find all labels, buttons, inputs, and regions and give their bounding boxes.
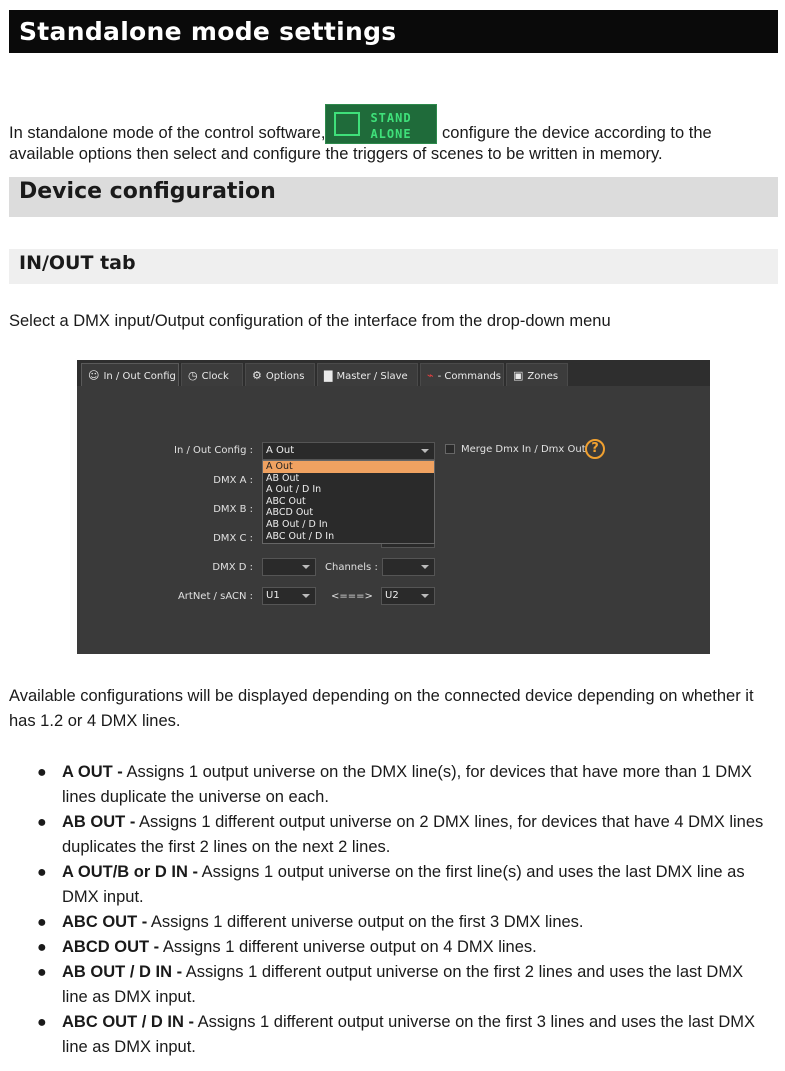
- universe-2-select[interactable]: U2: [381, 587, 435, 605]
- list-item: ● A OUT - Assigns 1 output universe on the DMX line(s), for devices that have more than 1 DMX lines duplicate the universe on each.: [37, 763, 752, 806]
- page-title: Standalone mode settings: [9, 10, 778, 53]
- list-item: ● AB OUT - Assigns 1 different output universe on 2 DMX lines, for devices that have 4 DMX lines duplicates the first 2 lines on the next 2 lines.: [37, 813, 764, 856]
- dmx-d-label: DMX D :: [212, 562, 253, 573]
- tab-inout-config[interactable]: ☺ In / Out Config: [81, 363, 179, 386]
- chevron-down-icon: [421, 594, 429, 598]
- intro-paragraph: [9, 104, 779, 165]
- master-slave-icon: ▇: [324, 369, 333, 382]
- list-item: ● ABC OUT - Assigns 1 different universe output on the first 3 DMX lines.: [37, 913, 584, 931]
- tab-commands[interactable]: ⌁ - Commands: [420, 363, 504, 386]
- mapping-arrow: <===>: [331, 591, 373, 602]
- software-screenshot: [77, 360, 710, 654]
- dropdown-option[interactable]: AB Out / D In: [266, 518, 328, 530]
- dropdown-option[interactable]: A Out: [263, 461, 434, 473]
- merge-checkbox[interactable]: [445, 444, 455, 454]
- inout-icon: ☺: [88, 369, 100, 382]
- inout-config-select[interactable]: A Out: [262, 442, 435, 460]
- inout-config-label: In / Out Config :: [174, 445, 253, 456]
- dmx-c-label: DMX C :: [213, 533, 253, 544]
- dropdown-option[interactable]: ABC Out / D In: [266, 530, 335, 542]
- dropdown-option[interactable]: A Out / D In: [266, 484, 322, 496]
- dmx-d-select[interactable]: [262, 558, 316, 576]
- section-heading: Device configuration: [9, 177, 778, 217]
- dmx-a-label: DMX A :: [213, 475, 253, 486]
- zones-icon: ▣: [513, 369, 524, 382]
- chevron-down-icon: [421, 565, 429, 569]
- gear-icon: ⚙: [252, 369, 262, 382]
- chevron-down-icon: [421, 449, 429, 453]
- intro-text-before: In standalone mode of the control software,: [9, 124, 326, 142]
- universe-1-select[interactable]: U1: [262, 587, 316, 605]
- clock-icon: ◷: [188, 369, 198, 382]
- intro-text-after: configure the device according to the available options then select and configure the triggers of scenes to be written in memory.: [9, 124, 712, 163]
- tab-zones[interactable]: ▣ Zones: [506, 363, 568, 386]
- instruction-text: Select a DMX input/Output configuration of the interface from the drop-down menu: [9, 312, 611, 330]
- help-icon[interactable]: ?: [585, 439, 605, 459]
- tab-master-slave[interactable]: ▇ Master / Slave: [317, 363, 418, 386]
- list-item: ● AB OUT / D IN - Assigns 1 different output universe on the first 2 lines and uses the last DMX line as DMX input.: [37, 963, 744, 1006]
- dropdown-option[interactable]: ABCD Out: [266, 507, 314, 519]
- channels-label: Channels :: [325, 562, 378, 573]
- dropdown-option[interactable]: ABC Out: [266, 495, 306, 507]
- merge-label: Merge Dmx In / Dmx Out: [461, 444, 586, 455]
- list-item: ● A OUT/B or D IN - Assigns 1 output universe on the first line(s) and uses the last DMX line as DMX input.: [37, 863, 745, 906]
- list-item: ● ABCD OUT - Assigns 1 different universe output on 4 DMX lines.: [37, 938, 537, 956]
- inout-config-dropdown[interactable]: [262, 460, 435, 544]
- commands-icon: ⌁: [427, 369, 434, 382]
- tab-bar: [77, 360, 710, 386]
- tab-clock[interactable]: ◷ Clock: [181, 363, 243, 386]
- tab-options[interactable]: ⚙ Options: [245, 363, 315, 386]
- dmx-b-label: DMX B :: [213, 504, 253, 515]
- available-configs-text: Available configurations will be displayed depending on the connected device depending on whether it has 1.2 or 4 DMX lines.: [9, 687, 754, 730]
- artnet-label: ArtNet / sACN :: [177, 591, 253, 602]
- channels-select[interactable]: [382, 558, 435, 576]
- chevron-down-icon: [302, 594, 310, 598]
- standalone-logo-icon: STAND ALONE: [325, 104, 437, 144]
- subsection-heading: IN/OUT tab: [9, 249, 778, 284]
- chevron-down-icon: [302, 565, 310, 569]
- list-item: ● ABC OUT / D IN - Assigns 1 different output universe on the first 3 lines and uses the last DMX line as DMX input.: [37, 1013, 756, 1056]
- dropdown-option[interactable]: AB Out: [266, 472, 300, 484]
- config-list: [0, 760, 785, 1060]
